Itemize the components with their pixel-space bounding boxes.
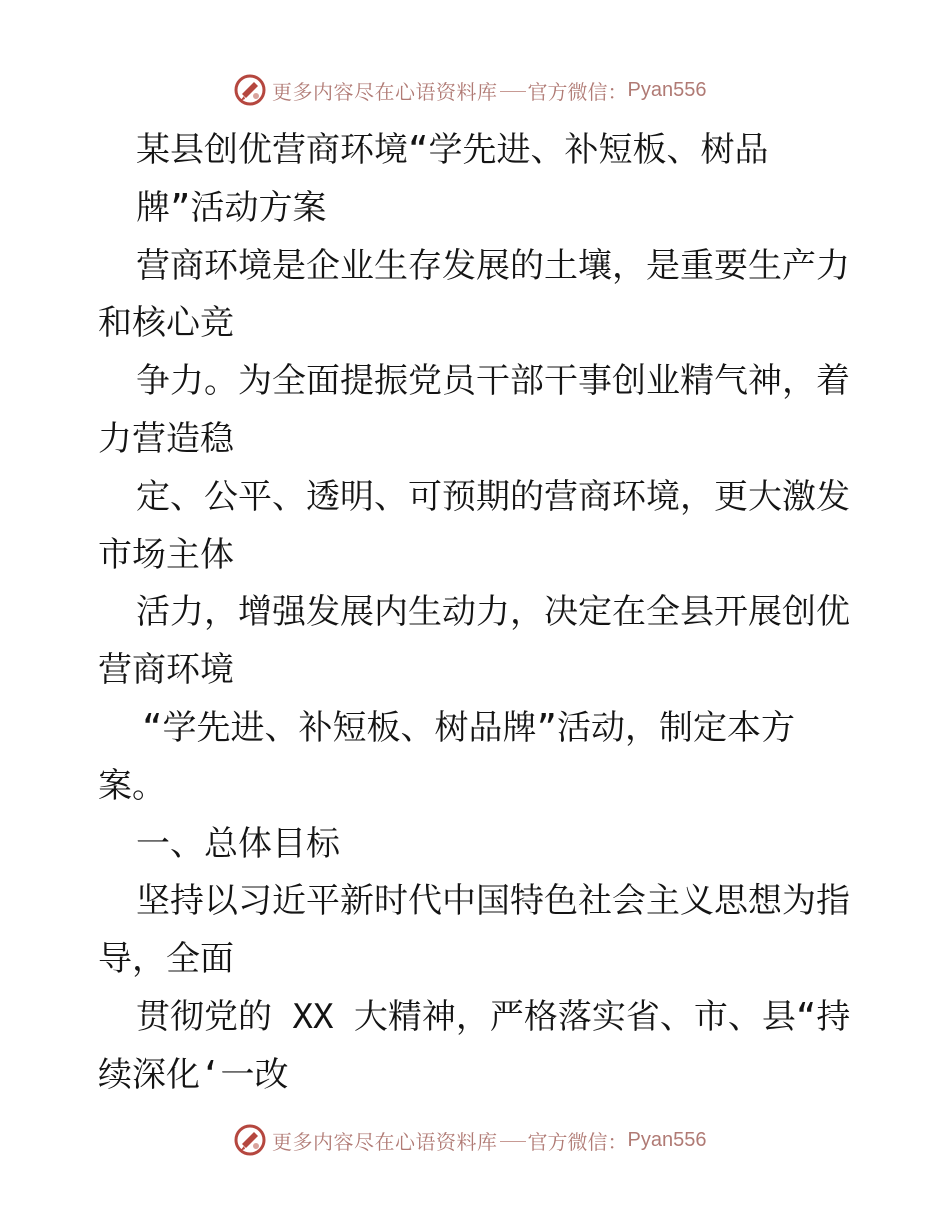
doc-text-line: 和核心竞 (98, 303, 234, 344)
doc-text-line: 坚持以习近平新时代中国特色社会主义思想为指 (136, 881, 850, 922)
doc-text-line: 续深化‘一改 (98, 1054, 289, 1095)
doc-text-line: 力营造稳 (98, 418, 234, 459)
doc-title-line: 某县创优营商环境“学先进、补短板、树品 (136, 130, 769, 170)
doc-text-line: 营商环境是企业生存发展的土壤，是重要生产力 (136, 245, 850, 286)
watermark-text: 更多内容尽在心语资料库 (272, 1129, 498, 1154)
watermark-header (234, 72, 706, 108)
watermark-wechat-label: 官方微信： (527, 79, 628, 104)
doc-text-line: 争力。为全面提振党员干部干事创业精气神，着 (136, 361, 850, 402)
watermark-text: 更多内容尽在心语资料库 (272, 79, 498, 104)
document-body (98, 122, 858, 1105)
doc-title-line: 牌”活动方案 (136, 187, 327, 228)
watermark-account: Pyan556 (627, 78, 707, 101)
doc-text-line: 导，全面 (98, 939, 234, 980)
doc-text-line: 活力，增强发展内生动力，决定在全县开展创优 (136, 592, 850, 633)
doc-text-line: 定、公平、透明、可预期的营商环境，更大激发 (136, 476, 850, 517)
section-heading: 一、总体目标 (136, 823, 340, 864)
brand-logo-icon (234, 1124, 266, 1156)
brand-logo-icon (234, 74, 266, 106)
doc-text-line: 市场主体 (98, 534, 234, 575)
doc-text-line: “学先进、补短板、树品牌”活动，制定本方 (142, 707, 795, 748)
watermark-dash (500, 91, 526, 92)
watermark-account: Pyan556 (627, 1128, 707, 1151)
watermark-footer (234, 1122, 706, 1158)
doc-text-line: 营商环境 (98, 650, 234, 691)
watermark-wechat-label: 官方微信： (527, 1129, 628, 1154)
doc-text-line: 案。 (98, 765, 166, 806)
watermark-dash (500, 1141, 526, 1142)
doc-text-line: 贯彻党的 XX 大精神，严格落实省、市、县“持 (136, 996, 851, 1037)
